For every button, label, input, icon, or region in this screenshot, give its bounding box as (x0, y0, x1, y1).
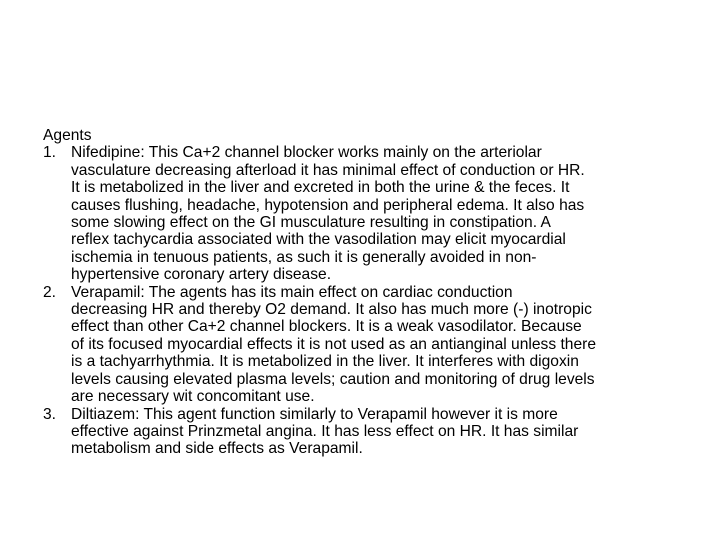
heading-agents: Agents (43, 127, 92, 144)
text-line: reflex tachycardia associated with the vasodilation may elicit myocardial (71, 231, 566, 249)
agent-item-nifedipine (43, 144, 693, 283)
text-line: decreasing HR and thereby O2 demand. It also has much more (-) inotropic (71, 301, 592, 319)
text-line: Verapamil: The agents has its main effect on cardiac conduction (71, 283, 513, 301)
agent-item-verapamil (43, 284, 693, 406)
text-line: effect than other Ca+2 channel blockers. It is a weak vasodilator. Because (71, 318, 582, 336)
text-line: vasculature decreasing afterload it has minimal effect of conduction or HR. (71, 161, 585, 179)
text-line: some slowing effect on the GI musculature resulting in constipation. A (71, 214, 551, 232)
text-line: are necessary wit concomitant use. (71, 388, 315, 406)
text-line: ischemia in tenuous patients, as such it is generally avoided in non- (71, 248, 537, 266)
list-number: 1. (43, 144, 57, 162)
text-line: Nifedipine: This Ca+2 channel blocker works mainly on the arteriolar (71, 144, 542, 162)
text-line: causes flushing, headache, hypotension and peripheral edema. It also has (71, 196, 585, 214)
agent-list (43, 144, 693, 457)
list-number: 2. (43, 283, 57, 301)
text-line: It is metabolized in the liver and excreted in both the urine & the feces. It (71, 179, 570, 197)
text-line: metabolism and side effects as Verapamil. (71, 440, 363, 458)
text-line: levels causing elevated plasma levels; caution and monitoring of drug levels (71, 370, 595, 388)
list-number: 3. (43, 405, 57, 423)
text-line: is a tachyarrhythmia. It is metabolized in the liver. It interferes with digoxin (71, 353, 579, 371)
text-line: hypertensive coronary artery disease. (71, 266, 332, 284)
text-line: of its focused myocardial effects it is not used as an antianginal unless there (71, 335, 597, 353)
slide-text-body (43, 127, 693, 458)
agent-item-diltiazem (43, 406, 693, 458)
text-line: effective against Prinzmetal angina. It has less effect on HR. It has similar (71, 422, 579, 440)
text-line: Diltiazem: This agent function similarly to Verapamil however it is more (71, 405, 558, 423)
